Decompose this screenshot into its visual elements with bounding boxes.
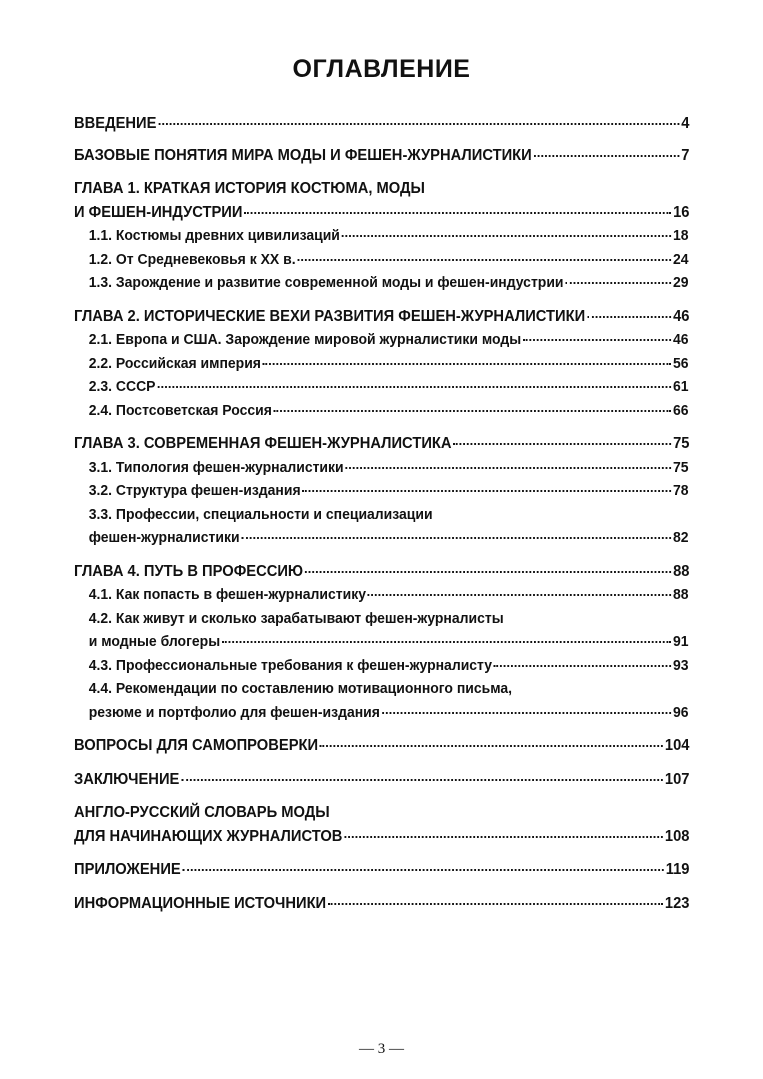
toc-entry-title: 1.3. Зарождение и развитие современной моды и фешен-индустрии [88,274,564,291]
toc-entry-title-line1: АНГЛО-РУССКИЙ СЛОВАРЬ МОДЫ [74,804,330,821]
dot-leader [274,410,671,412]
dot-leader [241,537,671,539]
toc-entry-page: 88 [673,586,689,603]
toc-entry-title: 2.4. Постсоветская Россия [88,401,272,419]
toc-entry-title: 4.1. Как попасть в фешен-журналистику [88,586,366,603]
dot-leader [297,259,671,261]
toc-entry-3-3[interactable] [74,503,689,550]
toc-entry-page: 75 [673,435,690,452]
toc-entry-title: 1.2. От Средневековья к XX в. [88,250,296,268]
dot-leader [183,869,664,871]
toc-entry-page: 108 [664,827,690,845]
toc-entry-page: 96 [673,703,689,721]
toc-entry-4-1[interactable] [74,583,689,607]
toc-entry-chapter-2[interactable] [74,305,689,329]
dot-leader [587,316,671,318]
toc-entry-title: ДЛЯ НАЧИНАЮЩИХ ЖУРНАЛИСТОВ [74,827,343,845]
toc-entry-title: 1.1. Костюмы древних цивилизаций [88,227,340,244]
dot-leader [302,490,671,492]
toc-entry-title-line1: ГЛАВА 1. КРАТКАЯ ИСТОРИЯ КОСТЮМА, МОДЫ [74,180,425,197]
toc-entry-page: 93 [673,656,689,674]
toc-entry-page: 66 [673,401,689,419]
dot-leader [342,235,671,237]
toc-entry-title: ЗАКЛЮЧЕНИЕ [74,770,180,788]
dot-leader [263,363,671,365]
toc-entry-title: и модные блогеры [88,633,221,650]
toc-entry-page: 61 [673,378,689,395]
dot-leader [344,836,663,838]
dot-leader [305,571,671,573]
toc-entry-chapter-1[interactable] [74,177,689,224]
toc-entry-page: 75 [673,458,689,476]
toc-entry-3-1[interactable] [74,456,689,480]
toc-entry-title: ВОПРОСЫ ДЛЯ САМОПРОВЕРКИ [74,737,319,754]
toc-entry-page: 46 [673,331,689,348]
toc-entry-1-3[interactable] [74,271,689,295]
toc-entry-appendix[interactable] [74,858,689,882]
toc-entry-page: 107 [664,770,690,788]
toc-entry-sources[interactable] [74,892,689,916]
dot-leader [222,641,671,643]
dot-leader [345,467,671,469]
toc-entry-title-line1: 4.4. Рекомендации по составлению мотивационного письма, [88,680,513,697]
toc-entry-title: БАЗОВЫЕ ПОНЯТИЯ МИРА МОДЫ И ФЕШЕН-ЖУРНАЛИСТИКИ [74,146,532,164]
toc-entry-page: 16 [673,203,690,221]
toc-entry-page: 29 [673,274,689,291]
toc-entry-page: 91 [673,633,689,650]
toc-entry-page: 7 [681,146,690,164]
toc-entry-page: 56 [673,354,689,372]
dot-leader [368,594,671,596]
toc-entry-page: 104 [664,737,690,754]
toc-entry-page: 123 [664,894,690,912]
toc-entry-title: резюме и портфолио для фешен-издания [88,703,380,721]
dot-leader [158,123,679,125]
toc-entry-2-4[interactable] [74,399,689,423]
dot-leader [453,443,671,445]
toc-entry-glossary[interactable] [74,801,689,848]
toc-entry-3-2[interactable] [74,479,689,503]
page-number: — 3 — [359,1041,404,1057]
toc-entry-2-3[interactable] [74,375,689,399]
toc-entry-page: 82 [673,529,689,546]
toc-entry-title: И ФЕШЕН-ИНДУСТРИИ [74,203,243,221]
dot-leader [181,779,663,781]
dot-leader [494,665,671,667]
toc-entry-title: ГЛАВА 3. СОВРЕМЕННАЯ ФЕШЕН-ЖУРНАЛИСТИКА [74,435,452,452]
toc-entry-title: 3.1. Типология фешен-журналистики [88,458,344,476]
toc-entry-title-line1: 3.3. Профессии, специальности и специализации [88,505,433,523]
toc-entry-page: 4 [681,115,690,132]
toc-entry-title: 2.2. Российская империя [88,354,261,372]
toc-entry-1-1[interactable] [74,224,689,248]
toc-entry-basic-concepts[interactable] [74,144,689,168]
toc-entry-page: 119 [665,861,690,878]
toc-entry-page: 18 [673,227,689,244]
toc-entry-page: 88 [673,562,690,580]
toc-entry-title: ВВЕДЕНИЕ [74,115,157,132]
toc-entry-conclusion[interactable] [74,768,689,792]
dot-leader [534,155,680,157]
toc-entry-2-2[interactable] [74,352,689,376]
dot-leader [523,339,671,341]
toc-entry-page: 24 [673,250,689,268]
toc-entry-title: ПРИЛОЖЕНИЕ [74,861,181,878]
toc-entry-4-4[interactable] [74,677,689,724]
toc-entry-4-2[interactable] [74,607,689,654]
toc-entry-title: ГЛАВА 2. ИСТОРИЧЕСКИЕ ВЕХИ РАЗВИТИЯ ФЕШЕН-ЖУРНАЛИСТИКИ [74,307,586,325]
toc-entry-title: 4.3. Профессиональные требования к фешен-журналисту [88,656,493,674]
toc-entry-title: 2.1. Европа и США. Зарождение мировой журналистики моды [88,331,522,348]
toc-entry-title: 2.3. СССР [88,378,156,395]
toc-entry-title-line1: 4.2. Как живут и сколько зарабатывают фешен-журналисты [88,609,504,627]
table-of-contents [74,112,690,915]
toc-entry-chapter-3[interactable] [74,432,689,456]
toc-entry-self-check-questions[interactable] [74,734,689,758]
page-title: ОГЛАВЛЕНИЕ [292,55,471,83]
toc-entry-title: ИНФОРМАЦИОННЫЕ ИСТОЧНИКИ [74,894,327,912]
dot-leader [565,282,671,284]
dot-leader [157,386,671,388]
toc-entry-page: 78 [673,482,689,499]
toc-entry-title: фешен-журналистики [88,529,240,546]
dot-leader [244,212,671,214]
toc-entry-1-2[interactable] [74,248,689,272]
toc-entry-title: ГЛАВА 4. ПУТЬ В ПРОФЕССИЮ [74,562,304,580]
toc-entry-page: 46 [673,307,690,325]
dot-leader [382,712,671,714]
toc-entry-chapter-4[interactable] [74,560,689,584]
toc-entry-4-3[interactable] [74,654,689,678]
dot-leader [320,745,663,747]
toc-entry-2-1[interactable] [74,328,689,352]
toc-entry-title: 3.2. Структура фешен-издания [88,482,301,499]
dot-leader [328,903,663,905]
toc-entry-introduction[interactable] [74,112,689,136]
